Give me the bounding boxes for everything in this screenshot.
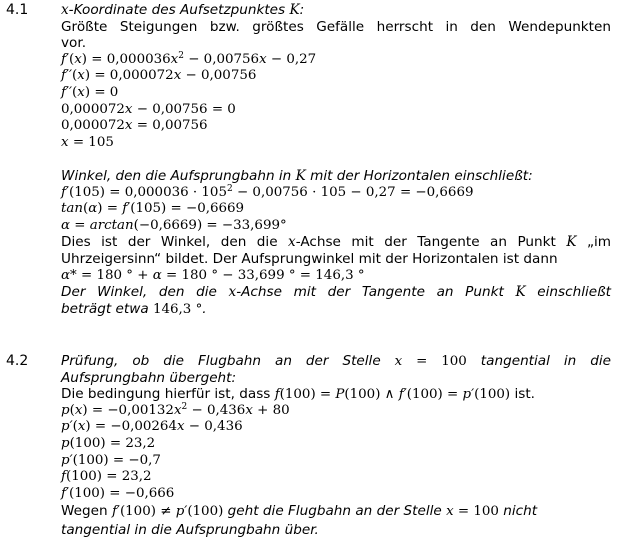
equation-f-prime-105: $f'(105) = 0,000036 \cdot 105^2 - 0,00756 \cdot 105 - 0,27 = -0,6669$ bbox=[61, 183, 474, 200]
equation-f-double-prime: f′′(x) = 0,000072x − 0,00756 bbox=[61, 68, 257, 84]
equation-f-prime: $f'(x) = 0,000036x^2 - 0,00756x - 0,27$ bbox=[61, 50, 317, 67]
condition-text: Die bedingung hierfür ist, dass f(100) = P(100) ∧ f′(100) = p′(100) ist. bbox=[61, 386, 535, 403]
section-heading-line2: Aufsprungbahn übergeht: bbox=[61, 369, 237, 386]
section-content bbox=[61, 2, 611, 317]
equation-f-prime-100: f′(100) = −0,666 bbox=[61, 485, 175, 501]
equation-p: $p(x) = -0,00132x^2 - 0,436x + 80$ bbox=[61, 401, 290, 418]
intro-text-line1: Größte Steigungen bzw. größtes Gefälle herrscht in den Wendepunkten bbox=[61, 18, 611, 35]
angle-heading: Winkel, den die Aufsprungbahn in K mit der Horizontalen einschließt: bbox=[61, 167, 533, 184]
conclusion-line1: Wegen f′(100) ≠ p′(100) geht die Flugbahn an der Stelle x = 100 nicht bbox=[61, 503, 538, 520]
conclusion-line2: tangential in die Aufsprungbahn über. bbox=[61, 522, 319, 539]
equation-alpha: α = arctan(−0,6669) = −33,699° bbox=[61, 217, 287, 233]
section-content bbox=[61, 353, 611, 540]
equation-f-100: f(100) = 23,2 bbox=[61, 469, 152, 485]
equation-p-100: p(100) = 23,2 bbox=[61, 435, 156, 451]
equation-result-x: x = 105 bbox=[61, 134, 114, 150]
section-heading-line1: Prüfung, ob die Flugbahn an der Stelle x = 100 tangential in die bbox=[61, 353, 611, 369]
conclusion-line1: Der Winkel, den die x-Achse mit der Tangente an Punkt K einschließt bbox=[61, 284, 612, 301]
equation-alpha-star: α* = 180 ° + α = 180 ° − 33,699 ° = 146,3 ° bbox=[61, 267, 365, 283]
equation-p-prime-100: p′(100) = −0,7 bbox=[61, 452, 161, 468]
equation-f-double-prime-zero: f′′(x) = 0 bbox=[61, 84, 119, 100]
explanation-line1: Dies ist der Winkel, den die x-Achse mit der Tangente an Punkt K „im bbox=[61, 234, 611, 251]
equation-step-2: 0,000072x = 0,00756 bbox=[61, 118, 208, 134]
section-heading: x-Koordinate des Aufsetzpunktes K: bbox=[61, 2, 305, 18]
equation-tan-alpha: tan(α) = f′(105) = −0,6669 bbox=[61, 201, 245, 217]
section-number: 4.2 bbox=[6, 353, 29, 369]
equation-step-1: 0,000072x − 0,00756 = 0 bbox=[61, 101, 236, 117]
section-number: 4.1 bbox=[6, 2, 29, 18]
conclusion-line2: beträgt etwa 146,3 °. bbox=[61, 300, 207, 317]
intro-text-line2: vor. bbox=[61, 35, 87, 52]
equation-p-prime: p′(x) = −0,00264x − 0,436 bbox=[61, 419, 243, 435]
explanation-line2: Uhrzeigersinn“ bildet. Der Aufsprungwinkel mit der Horizontalen ist dann bbox=[61, 250, 558, 267]
